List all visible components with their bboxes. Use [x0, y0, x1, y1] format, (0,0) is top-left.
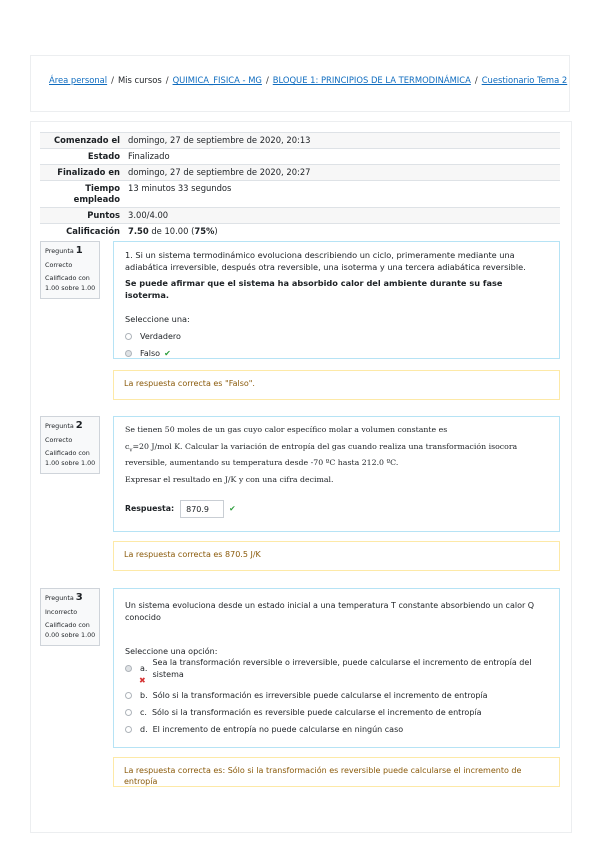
summary-label: Tiempo empleado [73, 183, 120, 204]
summary-row-time [40, 181, 560, 208]
breadcrumb-separator: / [474, 75, 478, 85]
check-icon: ✔ [164, 348, 171, 358]
option-label: Sólo si la transformación es irreversible puede calcularse el incremento de entropía [152, 690, 488, 700]
answer-option[interactable] [125, 687, 548, 704]
feedback-box [113, 370, 560, 400]
summary-value: Finalizado [128, 151, 170, 161]
answer-prompt: Seleccione una opción: [125, 647, 218, 656]
breadcrumb-separator: / [265, 75, 269, 85]
summary-value: 13 minutos 33 segundos [128, 183, 232, 193]
summary-label: Calificación [66, 226, 120, 236]
radio-icon[interactable] [125, 726, 132, 733]
question-state: Incorrecto [45, 607, 78, 616]
cv-symbol: c [125, 442, 130, 451]
summary-row-finished [40, 165, 560, 181]
question-text: Un sistema evoluciona desde un estado inicial a una temperatura T constante absorbiendo un calor Q conocido [125, 601, 535, 622]
correct-answer-text: La respuesta correcta es 870.5 J/K [124, 550, 261, 559]
feedback-box [113, 541, 560, 571]
summary-row-state [40, 149, 560, 165]
question-text: Se tienen 50 moles de un gas cuyo calor específico molar a volumen constante es [125, 425, 448, 434]
breadcrumb-card [30, 55, 570, 112]
breadcrumb-separator: / [165, 75, 169, 85]
attempt-summary-table [40, 132, 560, 239]
radio-icon[interactable] [125, 692, 132, 699]
grade-end: ) [214, 226, 218, 236]
question-prefix: Pregunta [45, 247, 74, 255]
question-number [45, 246, 96, 257]
question-number [45, 421, 96, 432]
breadcrumb-quiz-link[interactable]: Cuestionario Tema 2 [481, 75, 568, 85]
radio-icon[interactable] [125, 333, 132, 340]
summary-row-points [40, 208, 560, 224]
radio-icon[interactable] [125, 350, 132, 357]
answer-options [125, 657, 548, 738]
question-instruction: Expresar el resultado en J/K y con una cifra decimal. [125, 474, 334, 484]
option-letter: c. [140, 707, 147, 717]
question-info [40, 588, 100, 646]
question-number-value: 2 [75, 420, 83, 431]
breadcrumb-courses: Mis cursos [117, 75, 162, 85]
summary-value: domingo, 27 de septiembre de 2020, 20:13 [128, 135, 311, 145]
answer-option[interactable] [125, 328, 548, 345]
question-grade: Calificado con 1.00 sobre 1.00 [45, 274, 96, 292]
question-text-continued: =20 J/mol K. Calcular la variación de entropía del gas cuando realiza una transformación isocora reversible, aumentando su temperatura desde -70 ºC hasta 212.0 ºC. [125, 442, 518, 467]
question-number-value: 3 [75, 592, 83, 603]
summary-value: 3.00/4.00 [128, 210, 169, 220]
grade-percent: 75% [194, 226, 215, 236]
summary-label: Comenzado el [53, 135, 120, 145]
option-label: Sea la transformación reversible o irreversible, puede calcularse el incremento de entropía del sistema [152, 657, 532, 679]
summary-row-grade [40, 224, 560, 240]
question-prefix: Pregunta [45, 422, 74, 430]
question-prefix: Pregunta [45, 594, 74, 602]
option-letter: d. [140, 724, 148, 734]
question-statement: Se puede afirmar que el sistema ha absorbido calor del ambiente durante su fase isoterma. [125, 278, 503, 300]
summary-label: Puntos [87, 210, 120, 220]
summary-label: Finalizado en [57, 167, 120, 177]
option-letter: b. [140, 690, 148, 700]
option-label: El incremento de entropía no puede calcularse en ningún caso [152, 724, 404, 734]
question-state: Correcto [45, 260, 73, 269]
breadcrumb-home-link[interactable]: Área personal [49, 75, 108, 85]
correct-answer-text: La respuesta correcta es "Falso". [124, 379, 255, 388]
answer-prompt: Seleccione una: [125, 314, 190, 324]
option-letter: a. [140, 663, 148, 673]
radio-icon[interactable] [125, 709, 132, 716]
answer-option[interactable] [125, 345, 548, 362]
check-icon: ✔ [229, 503, 236, 513]
summary-value: domingo, 27 de septiembre de 2020, 20:27 [128, 167, 311, 177]
question-text: 1. Si un sistema termodinámico evoluciona describiendo un ciclo, primeramente mediante una adiabática irreversible, después otra reversible, una isoterma y una tercera adiabática reversible. [125, 250, 526, 272]
correct-answer-text: La respuesta correcta es: Sólo si la transformación es reversible puede calcularse el incremento de entropía [124, 766, 522, 786]
option-label: Falso [140, 348, 161, 358]
question-info [40, 241, 100, 299]
question-state: Correcto [45, 435, 73, 444]
answer-row [125, 500, 548, 518]
summary-row-started [40, 133, 560, 149]
answer-input[interactable]: 870.9 [180, 500, 224, 518]
answer-option[interactable] [125, 657, 548, 679]
option-label: Sólo si la transformación es reversible puede calcularse el incremento de entropía [151, 707, 482, 717]
feedback-box [113, 757, 560, 787]
breadcrumb [49, 75, 567, 85]
radio-icon[interactable] [125, 665, 132, 672]
question-number-value: 1 [75, 245, 83, 256]
question-grade: Calificado con 0.00 sobre 1.00 [45, 621, 96, 639]
grade-middle: de 10.00 ( [148, 226, 195, 236]
option-label: Verdadero [140, 331, 181, 341]
question-info [40, 416, 100, 474]
answer-option[interactable] [125, 721, 548, 738]
question-content [113, 241, 560, 359]
question-grade: Calificado con 1.00 sobre 1.00 [45, 449, 96, 467]
question-content [113, 588, 560, 748]
cross-icon: ✖ [139, 676, 146, 685]
breadcrumb-course-link[interactable]: QUIMICA_FISICA - MG [172, 75, 262, 85]
question-content [113, 416, 560, 532]
answer-options [125, 328, 548, 362]
answer-label: Respuesta: [125, 503, 175, 513]
breadcrumb-separator: / [111, 75, 114, 85]
summary-label: Estado [87, 151, 120, 161]
breadcrumb-block-link[interactable]: BLOQUE 1: PRINCIPIOS DE LA TERMODINÁMICA [272, 75, 471, 85]
summary-value [124, 224, 560, 240]
answer-option[interactable] [125, 704, 548, 721]
question-number [45, 593, 96, 604]
question-formula [125, 441, 548, 469]
grade-value: 7.50 [128, 226, 149, 236]
cv-subscript: v [129, 447, 133, 454]
